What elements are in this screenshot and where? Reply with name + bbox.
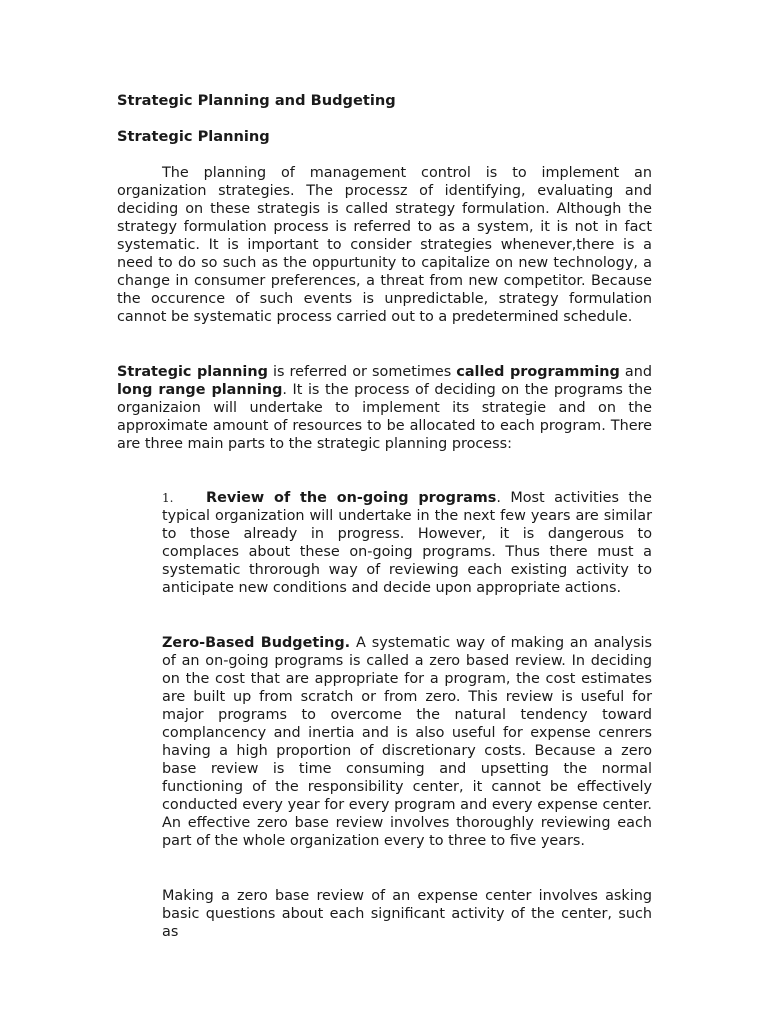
term-long-range-planning: long range planning: [117, 382, 283, 398]
zbb-text: A systematic way of making an analysis of an on-going programs is called a zero based review. In deciding on the cost that are appropriate for a program, the cost estimates are built up from scratch or from zero. This review is useful for major programs to overcome the natural tendency toward complancency and inertia and is also useful for expense cenrers having a high proportion of discretionary costs. Because a zero base review is time consuming and upsetting the normal functioning of the responsibility center, it cannot be effectively conducted every year for every program and every expense center. An effective zero base review involves thoroughly reviewing each part of the whole organization every to three to five years.: [162, 635, 652, 849]
paragraph-text: and: [619, 364, 652, 380]
list-item-review-programs: [162, 489, 652, 597]
paragraph-text: is referred or sometimes: [267, 364, 457, 380]
zbb-heading: Zero-Based Budgeting.: [162, 635, 351, 651]
list-item-text: . Most activities the typical organization will undertake in the next few years are similar to those already in progress. However, it is dangerous to complaces about these on-going programs. Thus there must a systematic throrough way of reviewing each existing activity to anticipate new conditions and decide upon appropriate actions.: [162, 490, 652, 596]
term-called-programming: called programming: [456, 364, 620, 380]
document-title: Strategic Planning and Budgeting: [117, 92, 396, 109]
term-strategic-planning: Strategic planning: [117, 364, 268, 380]
paragraph-strategic-planning: [117, 363, 652, 453]
list-item-heading: Review of the on-going programs: [206, 490, 497, 506]
paragraph-zero-based-budgeting: [162, 634, 652, 850]
paragraph-zero-base-review: Making a zero base review of an expense center involves asking basic questions about each significant activity of the center, such as: [162, 888, 652, 940]
list-number: 1.: [162, 491, 174, 505]
paragraph-intro: The planning of management control is to implement an organization strategies. The processz of identifying, evaluating and deciding on these strategis is called strategy formulation. Although the strategy formulation process is referred to as a system, it is not in fact systematic. It is important to consider strategies whenever,there is a need to do so such as the oppurtunity to capitalize on new technology, a change in consumer preferences, a threat from new competitor. Because the occurence of such events is unpredictable, strategy formulation cannot be systematic process carried out to a predetermined schedule.: [117, 165, 652, 325]
section-heading: Strategic Planning: [117, 128, 270, 145]
paragraph-text: . It is the process of deciding on the programs the organizaion will undertake to implement its strategie and on the approximate amount of resources to be allocated to each program. There are three main parts to the strategic planning process:: [117, 382, 652, 452]
